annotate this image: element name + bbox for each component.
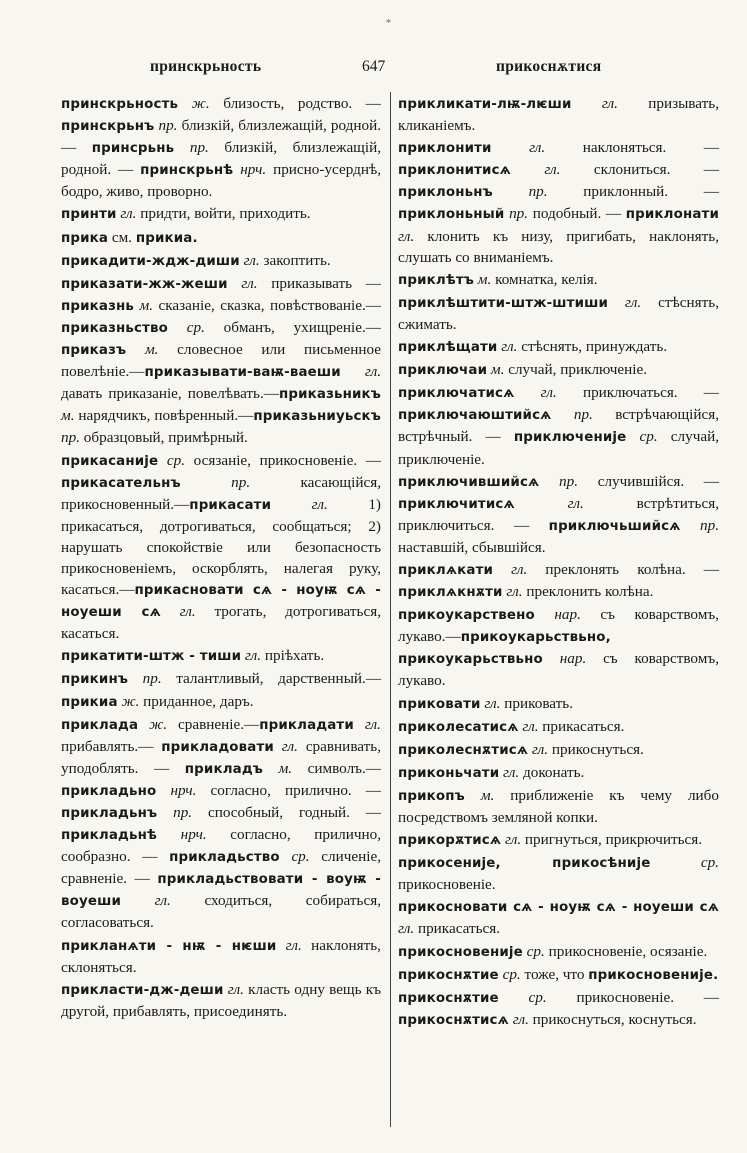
dictionary-entry — [61, 93, 381, 202]
headword: приказьниуьскъ — [253, 409, 381, 425]
definition-text: съ коварствомъ, лукаво.— — [398, 606, 719, 646]
grammar-label: пр. — [504, 205, 529, 223]
dictionary-entry — [398, 559, 719, 603]
definition-text: осязаніе, прикосновеніе. — — [185, 451, 381, 469]
headword: приключитисѧ — [398, 496, 515, 512]
definition-text: согласно, прилично. — — [196, 781, 381, 799]
grammar-label: гл. — [398, 227, 415, 245]
definition-text: прикосновеніе, осязаніе. — [544, 942, 708, 960]
dictionary-entry — [61, 450, 381, 645]
dictionary-entry — [61, 645, 381, 667]
headword: прикоснѫтие — [398, 967, 499, 983]
definition-text: подобный. — — [528, 205, 626, 223]
headword: приклонати — [625, 207, 719, 223]
headword: прикосеније, прикосѣније — [398, 856, 651, 872]
headword: прикоснѫтисѧ — [398, 1012, 509, 1028]
dictionary-entry — [398, 137, 719, 268]
headword: прикинъ — [61, 672, 129, 688]
dictionary-entry — [398, 716, 719, 738]
dictionary-entry — [61, 203, 381, 225]
definition-text: присно-усерднѣ, бодро, живо, проворно. — [61, 161, 381, 201]
headword: приключеније — [513, 430, 627, 446]
grammar-label: гл. — [514, 384, 557, 402]
grammar-label: гл. — [608, 293, 642, 311]
headword: прикладьнѣ — [61, 828, 158, 844]
dictionary-entry — [398, 336, 719, 358]
grammar-label: ж. — [117, 692, 140, 710]
headword: приклоньнъ — [398, 185, 493, 201]
definition-text: трогать, дотрогиваться, касаться. — [61, 603, 381, 643]
dictionary-entry — [398, 471, 719, 558]
headword: прикликати-лѭ-лѥши — [398, 97, 572, 112]
headword: приклоньный — [398, 207, 505, 223]
headword: прикоукарствено — [398, 608, 535, 624]
grammar-label: гл. — [239, 251, 260, 269]
headword: прикладьство — [169, 850, 280, 866]
header-right-guide-word: прикоснѫтися — [496, 58, 602, 75]
definition-text: встрѣчающійся, встрѣчный. — — [398, 406, 720, 446]
grammar-label: гл. — [514, 494, 584, 512]
definition-text: доконать. — [519, 763, 585, 781]
grammar-label: гл. — [571, 95, 618, 112]
headword: прикасательнъ — [61, 475, 181, 491]
grammar-label: ср. — [168, 318, 205, 336]
left-column — [61, 93, 381, 1022]
grammar-label: пр. — [61, 429, 80, 447]
grammar-label: пр. — [174, 139, 209, 157]
headword: приказнь — [61, 298, 135, 314]
page-header — [0, 58, 747, 82]
definition-text: случай, приключеніе. — [398, 428, 719, 468]
headword: приклонитисѧ — [398, 163, 511, 179]
definition-text: обманъ, ухищреніе.— — [204, 318, 381, 336]
headword: принскрьность — [61, 97, 179, 112]
definition-text: склониться. — — [560, 161, 719, 179]
grammar-label: гл. — [276, 936, 302, 954]
grammar-label: м. — [487, 361, 505, 379]
grammar-label: гл. — [121, 892, 171, 910]
headword: приказывати-ваѭ-ваеши — [144, 365, 341, 381]
definition-text: наставшій, сбывшійся. — [398, 538, 546, 556]
dictionary-entry — [398, 785, 719, 828]
headword: прикладьно — [61, 783, 157, 799]
grammar-label: гл. — [508, 1010, 529, 1028]
headword: приклѣщати — [398, 340, 498, 356]
headword: прикасати — [189, 497, 272, 513]
headword: прикиа. — [135, 230, 198, 246]
definition-text: прикасаться. — [538, 717, 625, 735]
definition-text: образцовый, примѣрный. — [79, 429, 248, 447]
headword: приклѧкати — [398, 562, 494, 578]
grammar-label: гл. — [160, 603, 196, 621]
definition-text: пригнуться, прикрючиться. — [521, 831, 703, 849]
definition-text: согласно, прилично, сообразно. — — [61, 826, 381, 866]
definition-text: случившійся. — — [578, 472, 719, 490]
grammar-label: гл. — [241, 647, 262, 665]
headword: приключаюштийсѧ — [398, 408, 552, 424]
definition-text: придти, войти, приходить. — [136, 205, 311, 223]
grammar-label: м. — [61, 407, 75, 425]
definition-text: сказаніе, сказка, повѣствованіе.— — [153, 296, 381, 314]
headword: приключьшийсѧ — [548, 518, 681, 534]
grammar-label: ср. — [279, 848, 310, 866]
dictionary-entry — [398, 739, 719, 761]
grammar-label: м. — [134, 296, 154, 314]
dictionary-entry — [398, 93, 719, 136]
header-left-guide-word: принскрьность — [150, 58, 262, 75]
headword: приковати — [398, 696, 481, 712]
headword: принсрьнь — [91, 141, 175, 157]
headword: прикладьнъ — [61, 806, 158, 821]
grammar-label: пр. — [154, 117, 178, 135]
grammar-label: м. — [263, 759, 293, 777]
headword: прикорѫтисѧ — [398, 833, 502, 849]
headword: прикоснѫтие — [398, 990, 499, 1006]
definition-text: сравненіе.— — [167, 715, 260, 733]
grammar-label: пр. — [551, 406, 593, 424]
headword: прикосновеније — [398, 944, 523, 960]
headword: прикиа — [61, 694, 118, 710]
dictionary-entry — [61, 979, 381, 1022]
dictionary-entry — [61, 227, 381, 249]
definition-text: символъ.— — [292, 759, 381, 777]
definition-text: способный, годный. — — [192, 804, 381, 821]
grammar-label: гл. — [223, 980, 244, 998]
grammar-label: гл. — [340, 363, 381, 381]
definition-text: прикосновеніе. — [398, 876, 496, 894]
grammar-label: гл. — [271, 495, 328, 513]
grammar-label: ср. — [522, 942, 545, 960]
headword: приклѧкнѫти — [398, 585, 503, 601]
grammar-label: ср. — [650, 854, 719, 872]
grammar-label: ср. — [158, 451, 186, 469]
definition-text: прикасаться. — [414, 920, 501, 938]
definition-text: сходиться, собираться, согласоваться. — [61, 892, 381, 932]
definition-text: тоже, что — [520, 965, 589, 983]
definition-text: приказывать — — [257, 274, 381, 292]
grammar-label: гл. — [273, 737, 298, 755]
definition-text: 1) прикасаться, дотрогиваться, сообщаться; 2) нарушать спокойствіе или безопасность прикосновеніемъ, оскорблять, налегая руку, касаться.— — [61, 495, 381, 599]
dictionary-entry — [398, 604, 719, 691]
dictionary-entry — [398, 693, 719, 715]
definition-text: съ коварствомъ, лукаво. — [398, 650, 719, 690]
headword: приконьчати — [398, 765, 500, 781]
grammar-label: пр. — [180, 473, 251, 491]
grammar-label: гл. — [491, 139, 546, 157]
grammar-label: пр. — [680, 516, 719, 534]
dictionary-entry — [61, 668, 381, 712]
headword: приключатисѧ — [398, 386, 515, 402]
definition-text: приковать. — [500, 694, 573, 712]
grammar-label: м. — [464, 786, 495, 804]
headword: прикатити-штж - тиши — [61, 649, 242, 665]
definition-text: давать приказаніе, повелѣвать.— — [61, 385, 279, 403]
definition-text: прикоснуться, коснуться. — [528, 1010, 697, 1028]
headword: приклада — [61, 717, 139, 733]
dictionary-entry — [61, 250, 381, 272]
dictionary-entry — [398, 269, 719, 291]
dictionary-entry — [61, 714, 381, 934]
dictionary-entry — [398, 292, 719, 335]
definition-text: приключаться. — — [556, 384, 719, 402]
headword: прикосновати сѧ - ноуѭ сѧ - ноуеши сѧ — [398, 900, 719, 916]
headword: прикадити-ждж-диши — [61, 253, 240, 269]
headword: прикладовати — [161, 739, 274, 755]
headword: прикланѧти - нѭ - нѥши — [61, 938, 277, 954]
dictionary-entry — [398, 382, 719, 469]
definition-text: преклонять колѣна. — — [527, 560, 719, 578]
definition-text: класть одну вещь къ другой, прибавлять, присоединять. — [61, 980, 381, 1020]
dictionary-entry — [398, 852, 719, 895]
grammar-label: нрч. — [233, 161, 267, 179]
definition-text: приданное, даръ. — [139, 692, 254, 710]
headword: приколеснѫтисѧ — [398, 742, 529, 758]
grammar-label: гл. — [497, 338, 518, 356]
definition-text: приклонный. — — [547, 183, 719, 201]
dictionary-entry — [398, 762, 719, 784]
grammar-label: гл. — [353, 715, 381, 733]
definition-text: наклонять, склоняться. — [61, 936, 381, 976]
grammar-label: нрч. — [157, 826, 207, 844]
headword: прикладъ — [184, 761, 264, 777]
definition-text: стѣснять, принуждать. — [517, 338, 668, 356]
definition-text: прибавлять.— — [61, 737, 162, 755]
grammar-label: гл. — [499, 763, 520, 781]
headword: прикладати — [259, 717, 354, 733]
grammar-label: гл. — [510, 161, 561, 179]
headword: приказати-жж-жеши — [61, 276, 228, 292]
column-divider — [390, 92, 391, 1127]
headword: приколесатисѧ — [398, 719, 519, 735]
definition-text: прикоснуться. — [548, 740, 644, 758]
headword: принскрьнѣ — [140, 163, 234, 179]
grammar-label: нар. — [542, 650, 587, 668]
headword: приклѣштити-штж-штиши — [398, 295, 609, 311]
grammar-label: гл. — [116, 205, 137, 223]
page-number: 647 — [362, 58, 386, 75]
definition-text: сравнивать, уподоблять. — — [61, 737, 381, 777]
headword: прикопъ — [398, 788, 465, 804]
grammar-label: пр. — [128, 670, 162, 688]
definition-text: словесное или письменное повелѣніе.— — [61, 341, 382, 381]
definition-text: преклонить колѣна. — [522, 583, 654, 601]
definition-text: наклоняться. — — [545, 139, 719, 157]
grammar-label: нар. — [534, 606, 581, 624]
dictionary-entry — [398, 941, 719, 963]
headword: принскрьнъ — [61, 119, 155, 135]
grammar-label: гл. — [398, 920, 415, 938]
headword: прикасаније — [61, 453, 159, 469]
grammar-label: нрч. — [156, 781, 197, 799]
headword: приклѣтъ — [398, 272, 474, 288]
headword: прикласти-дж-деши — [61, 982, 224, 998]
dictionary-entry — [398, 829, 719, 851]
headword: прикоукарьствьно, прикоукарьствьно — [398, 630, 611, 668]
grammar-label: гл. — [528, 740, 549, 758]
grammar-label: гл. — [502, 583, 523, 601]
grammar-label: гл. — [518, 717, 539, 735]
right-column — [398, 93, 719, 1031]
definition-text: нарядчикъ, повѣренный.— — [74, 407, 254, 425]
grammar-label: гл. — [480, 694, 501, 712]
grammar-label: пр. — [157, 804, 193, 821]
headword: приказьникъ — [278, 387, 381, 403]
grammar-label: ср. — [626, 428, 658, 446]
definition-text: комнатка, келія. — [491, 270, 598, 288]
grammar-label: ж. — [178, 95, 210, 112]
definition-text: прикосновеніе. — — [546, 988, 719, 1006]
headword: прика — [61, 230, 109, 246]
definition-text: талантливый, дарственный.— — [161, 670, 382, 688]
grammar-label: гл. — [227, 274, 258, 292]
definition-text: близкій, близлежащій, родной. — — [61, 117, 381, 157]
definition-text: случай, приключеніе. — [504, 361, 648, 379]
grammar-label: гл. — [501, 831, 522, 849]
headword: принти — [61, 207, 117, 223]
headword: приказъ — [61, 343, 127, 359]
definition-text: призывать, кликаніемъ. — [398, 95, 719, 135]
grammar-label: пр. — [492, 183, 548, 201]
dictionary-entry — [398, 359, 719, 381]
dictionary-entry — [61, 935, 381, 978]
definition-text: близость, родство. — — [209, 95, 381, 112]
headword: приключаи — [398, 363, 488, 379]
definition-text: см. — [108, 228, 136, 246]
headword: прикасновати сѧ - ноуѭ сѧ - ноуеши сѧ — [61, 583, 381, 621]
grammar-label: м. — [474, 270, 492, 288]
headword: прикладьствовати - воуѭ - воуеши — [61, 872, 381, 910]
headword: прикосновеније. — [588, 967, 719, 983]
grammar-label: ср. — [498, 988, 547, 1006]
grammar-label: ср. — [498, 965, 521, 983]
dictionary-entry — [398, 987, 719, 1031]
definition-text: закоптить. — [259, 251, 331, 269]
definition-text: сличеніе, сравненіе. — — [61, 848, 381, 888]
definition-text: близкій, близлежащій, родной. — — [61, 139, 382, 179]
definition-text: пріѣхать. — [261, 647, 325, 665]
grammar-label: пр. — [539, 472, 579, 490]
definition-text: приближеніе къ чему либо посредствомъ земляной копки. — [398, 786, 719, 826]
definition-text: касающійся, прикосновенный.— — [61, 473, 381, 513]
grammar-label: гл. — [493, 560, 528, 578]
definition-text: клонить къ низу, пригибать, наклонять, слушать со вниманіемъ. — [398, 227, 719, 266]
dictionary-entry — [61, 273, 381, 449]
dictionary-entry — [398, 896, 719, 939]
dictionary-entry — [398, 964, 719, 986]
grammar-label: м. — [126, 341, 159, 359]
headword: приказньство — [61, 320, 169, 336]
grammar-label: ж. — [138, 715, 168, 733]
headword: приклонити — [398, 141, 492, 157]
definition-text: стѣснять, сжимать. — [398, 293, 719, 333]
definition-text: встрѣтиться, приключиться. — — [398, 494, 719, 534]
page-speck: * — [386, 18, 391, 29]
headword: приключившийсѧ — [398, 474, 540, 490]
